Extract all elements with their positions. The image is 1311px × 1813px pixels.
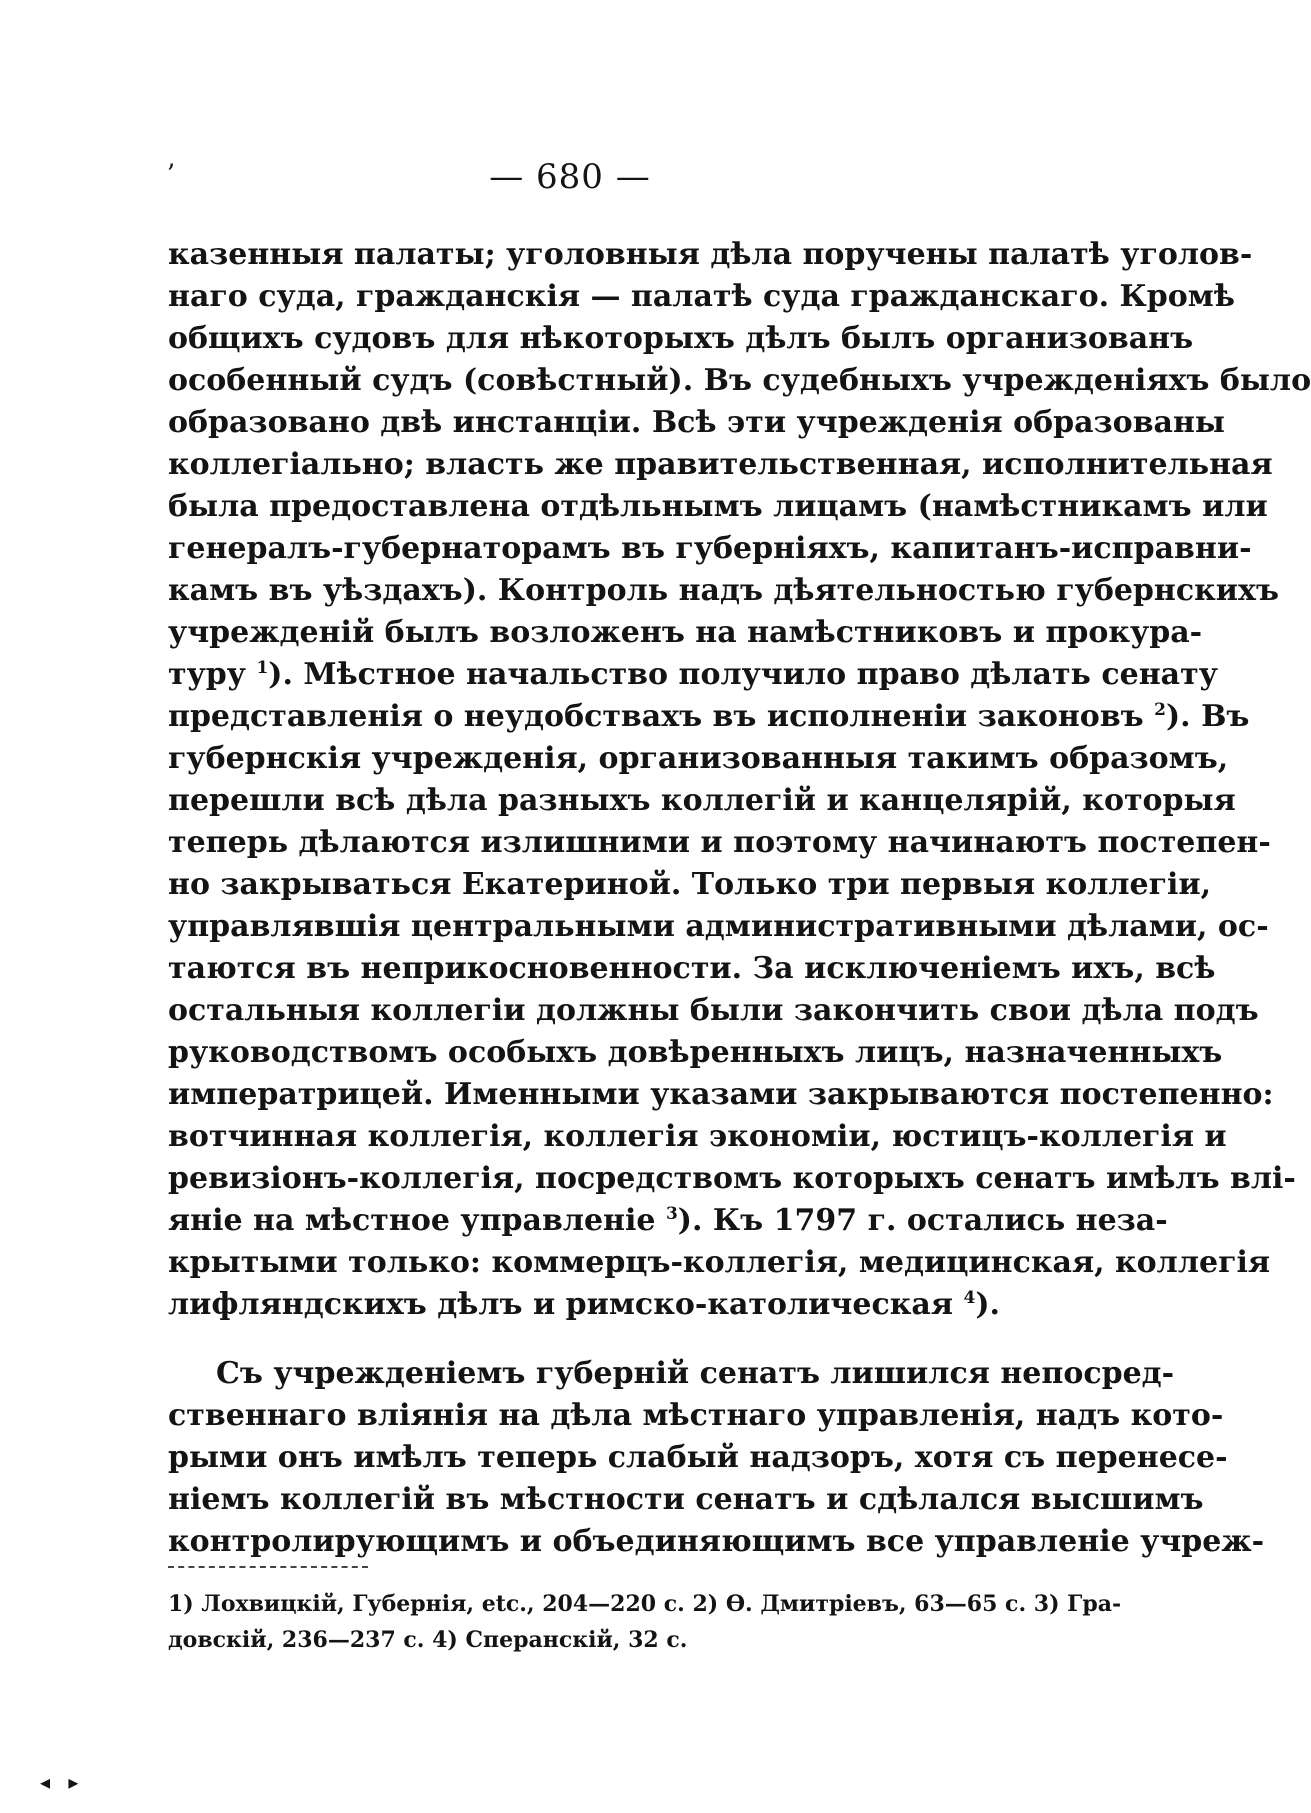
- text-line: общихъ судовъ для нѣкоторыхъ дѣлъ былъ организованъ: [168, 321, 1194, 356]
- text-line: крытыми только: коммерцъ-коллегія, медицинская, коллегія: [168, 1245, 1271, 1280]
- page-number: — 680 —: [489, 157, 651, 197]
- text-line: [168, 696, 1250, 738]
- footnote-line: довскій, 236—237 с. 4) Сперанскій, 32 с.: [168, 1627, 688, 1653]
- paragraph-main: [168, 234, 1311, 1326]
- text-line: руководствомъ особыхъ довѣренныхъ лицъ, назначенныхъ: [168, 1035, 1223, 1070]
- text-line: генералъ-губернаторамъ въ губерніяхъ, капитанъ-исправни-: [168, 531, 1252, 566]
- text-line: особенный судъ (совѣстный). Въ судебныхъ учрежденіяхъ было: [168, 363, 1311, 398]
- footnote-ref[interactable]: 4: [963, 1288, 976, 1308]
- text-line: камъ въ уѣздахъ). Контроль надъ дѣятельностью губернскихъ: [168, 573, 1279, 608]
- text-segment: ).: [975, 1287, 1000, 1322]
- text-segment: ). Въ: [1165, 699, 1250, 734]
- text-segment: ). Мѣстное начальство получило право дѣлать сенату: [268, 657, 1218, 692]
- text-line: образовано двѣ инстанціи. Всѣ эти учрежденія образованы: [168, 405, 1226, 440]
- text-line: наго суда, гражданскія — палатѣ суда гражданскаго. Кромѣ: [168, 279, 1235, 314]
- text-line: управлявшія центральными административными дѣлами, ос-: [168, 909, 1269, 944]
- text-line: ревизіонъ-коллегія, посредствомъ которыхъ сенатъ имѣлъ влі-: [168, 1161, 1296, 1196]
- text-line: учрежденій былъ возложенъ на намѣстниковъ и прокура-: [168, 615, 1203, 650]
- text-line: вотчинная коллегія, коллегія экономіи, юстицъ-коллегія и: [168, 1119, 1227, 1154]
- text-segment: яніе на мѣстное управленіе: [168, 1203, 656, 1238]
- text-line: [168, 654, 1218, 696]
- footnote-line: 1) Лохвицкій, Губернія, etc., 204—220 с. 2) Ѳ. Дмитріевъ, 63—65 с. 3) Гра-: [168, 1591, 1122, 1617]
- page-nav-arrows[interactable]: ◂ ▸: [40, 1770, 85, 1794]
- text-line: остальныя коллегіи должны были закончить свои дѣла подъ: [168, 993, 1259, 1028]
- text-line: императрицей. Именными указами закрываются постепенно:: [168, 1077, 1274, 1112]
- footnote-divider: [168, 1566, 368, 1568]
- text-segment: туру: [168, 657, 246, 692]
- text-line: коллегіально; власть же правительственная, исполнительная: [168, 447, 1273, 482]
- text-line: была предоставлена отдѣльнымъ лицамъ (намѣстникамъ или: [168, 489, 1268, 524]
- paragraph-second: [168, 1353, 1265, 1563]
- text-line: теперь дѣлаются излишними и поэтому начинаютъ постепен-: [168, 825, 1271, 860]
- text-line: Съ учрежденіемъ губерній сенатъ лишился непосред-: [216, 1356, 1175, 1391]
- footnote-ref[interactable]: 3: [665, 1204, 678, 1224]
- text-line: [168, 1284, 1046, 1326]
- text-line: рыми онъ имѣлъ теперь слабый надзоръ, хотя съ перенесе-: [168, 1440, 1228, 1475]
- footnotes: [168, 1586, 1122, 1658]
- text-line: перешли всѣ дѣла разныхъ коллегій и канцелярій, которыя: [168, 783, 1236, 818]
- text-segment: ). Къ 1797 г. остались неза-: [677, 1203, 1168, 1238]
- text-line: [168, 1200, 1168, 1242]
- footnote-ref[interactable]: 2: [1154, 700, 1166, 720]
- text-line: ственнаго вліянія на дѣла мѣстнаго управленія, надъ кото-: [168, 1398, 1224, 1433]
- text-line: контролирующимъ и объединяющимъ все управленіе учреж-: [168, 1524, 1265, 1559]
- text-line: губернскія учрежденія, организованныя такимъ образомъ,: [168, 741, 1229, 776]
- text-segment: представленія о неудобствахъ въ исполненіи законовъ: [168, 699, 1144, 734]
- text-line: ніемъ коллегій въ мѣстности сенатъ и сдѣлался высшимъ: [168, 1482, 1204, 1517]
- footnote-ref[interactable]: 1: [256, 658, 269, 678]
- text-line: но закрываться Екатериной. Только три первыя коллегіи,: [168, 867, 1212, 902]
- text-line: казенныя палаты; уголовныя дѣла поручены палатѣ уголов-: [168, 237, 1253, 272]
- stray-mark: ʼ: [166, 160, 175, 190]
- text-line: таются въ неприкосновенности. За исключеніемъ ихъ, всѣ: [168, 951, 1216, 986]
- text-segment: лифляндскихъ дѣлъ и римско-католическая: [168, 1287, 954, 1322]
